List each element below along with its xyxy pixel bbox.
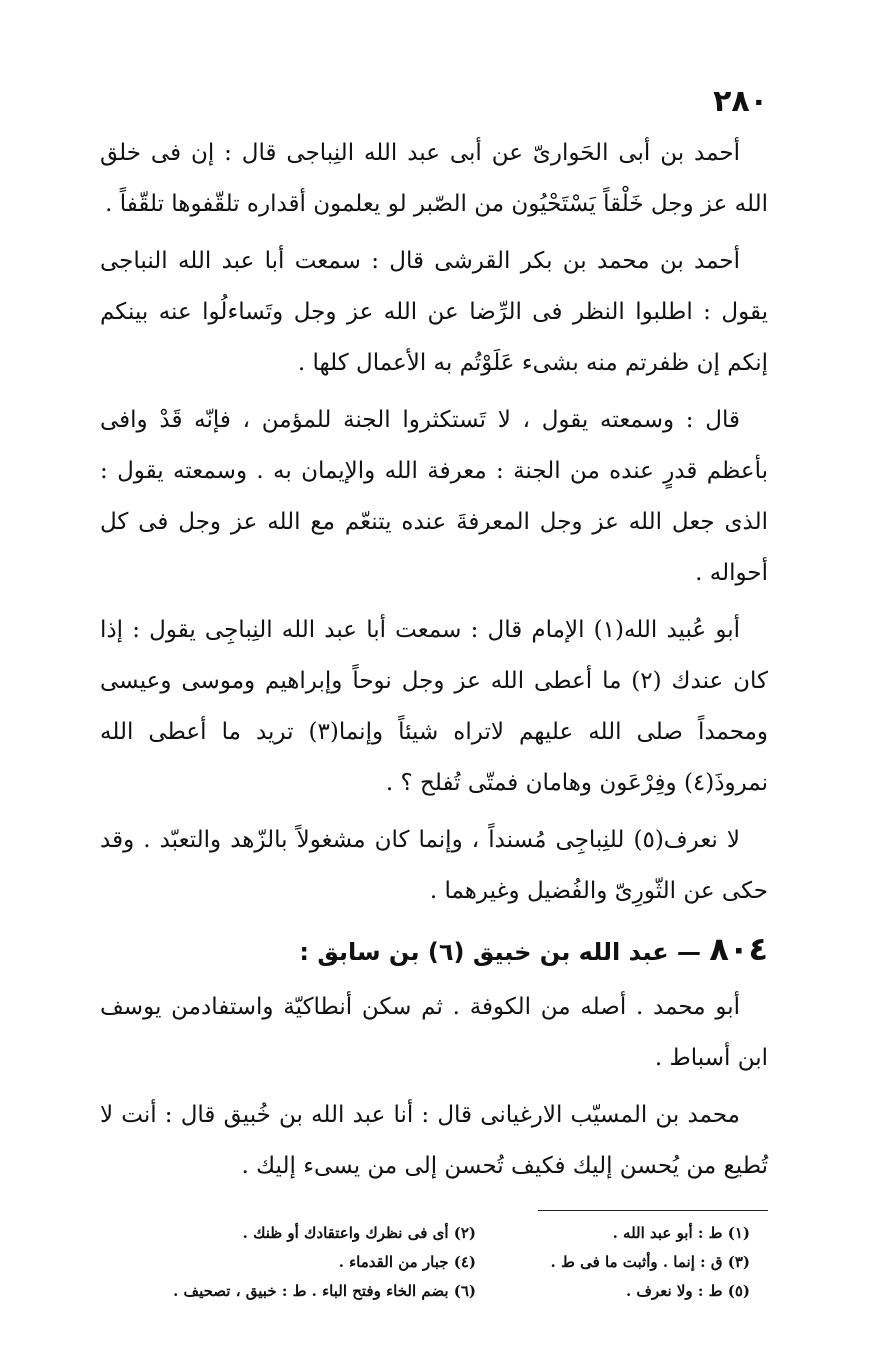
footnote: (٢) أى فى نظرك واعتقادك أو ظنك . (242, 1224, 476, 1242)
footnote: (٣) ق : إنما . وأثبت ما فى ط . (550, 1253, 750, 1271)
footnote: (٦) بضم الخاء وفتح الباء . ط : خبيق ، تصحيف . (173, 1282, 476, 1300)
paragraph: أبو محمد . أصله من الكوفة . ثم سكن أنطاكيّة واستفادمن يوسف ابن أسباط . (100, 994, 768, 1071)
book-page (100, 80, 768, 1306)
footnotes (100, 1219, 768, 1306)
footnote-divider (538, 1210, 768, 1211)
paragraph: أحمد بن أبى الحَوارىّ عن أبى عبد الله النِباجى قال : إن فى خلق الله عز وجل خَلْقاً يَسْتَحْيُون من الصّبر لو يعلمون أقداره تلقّفوها تلقّفاً . (100, 140, 768, 217)
footnote-row (100, 1248, 750, 1277)
footnote: (٥) ط : ولا نعرف . (625, 1282, 750, 1300)
paragraph: أحمد بن محمد بن بكر القرشى قال : سمعت أبا عبد الله النباجى يقول : اطلبوا النظر فى الرِّضا عن الله عز وجل وتَساءلُوا عنه بينكم إنكم إن ظفرتم منه بشىء عَلَوْتُم به الأعمال كلها . (100, 248, 768, 376)
footnote: (٤) جبار من القدماء . (338, 1253, 476, 1271)
paragraph: قال : وسمعته يقول ، لا تَستكثروا الجنة للمؤمن ، فإنّه قَدْ وافى بأعظم قدرٍ عنده من الجنة : معرفة الله والإيمان به . وسمعته يقول : الذى جعل الله عز وجل المعرفةَ عنده يتنعّم مع الله عز وجل فى كل أحواله . (100, 407, 768, 586)
paragraph: لا نعرف(٥) للنِباجِى مُسنداً ، وإنما كان مشغولاً بالزّهد والتعبّد . وقد حكى عن الثّورِىّ والفُضيل وغيرهما . (100, 827, 768, 904)
entry-title: عبد الله بن خبيق (٦) بن سابق : (299, 938, 669, 966)
footnote-row (100, 1219, 750, 1248)
entry-dash: — (677, 938, 702, 966)
entry-heading (100, 923, 768, 978)
footnote: (١) ط : أبو عبد الله . (612, 1224, 750, 1242)
paragraph: أبو عُبيد الله(١) الإمام قال : سمعت أبا عبد الله النِباجِى يقول : إذا كان عندك (٢) ما أعطى الله عز وجل نوحاً وإبراهيم وموسى وعيسى ومحمداً صلى الله عليهم لاتراه شيئاً وإنما(٣) تريد ما أعطى الله نمروذَ(٤) وفِرْعَون وهامان فمتّى تُفلح ؟ . (100, 617, 769, 796)
page-number: ٢٨٠ (713, 84, 768, 119)
entry-number: ٨٠٤ (709, 930, 768, 968)
footnote-row (100, 1277, 750, 1306)
paragraph: محمد بن المسيّب الارغيانى قال : أنا عبد الله بن خُبيق قال : أنت لا تُطيع من يُحسن إليك فكيف تُحسن إلى من يسىء إليك . (100, 1102, 768, 1179)
